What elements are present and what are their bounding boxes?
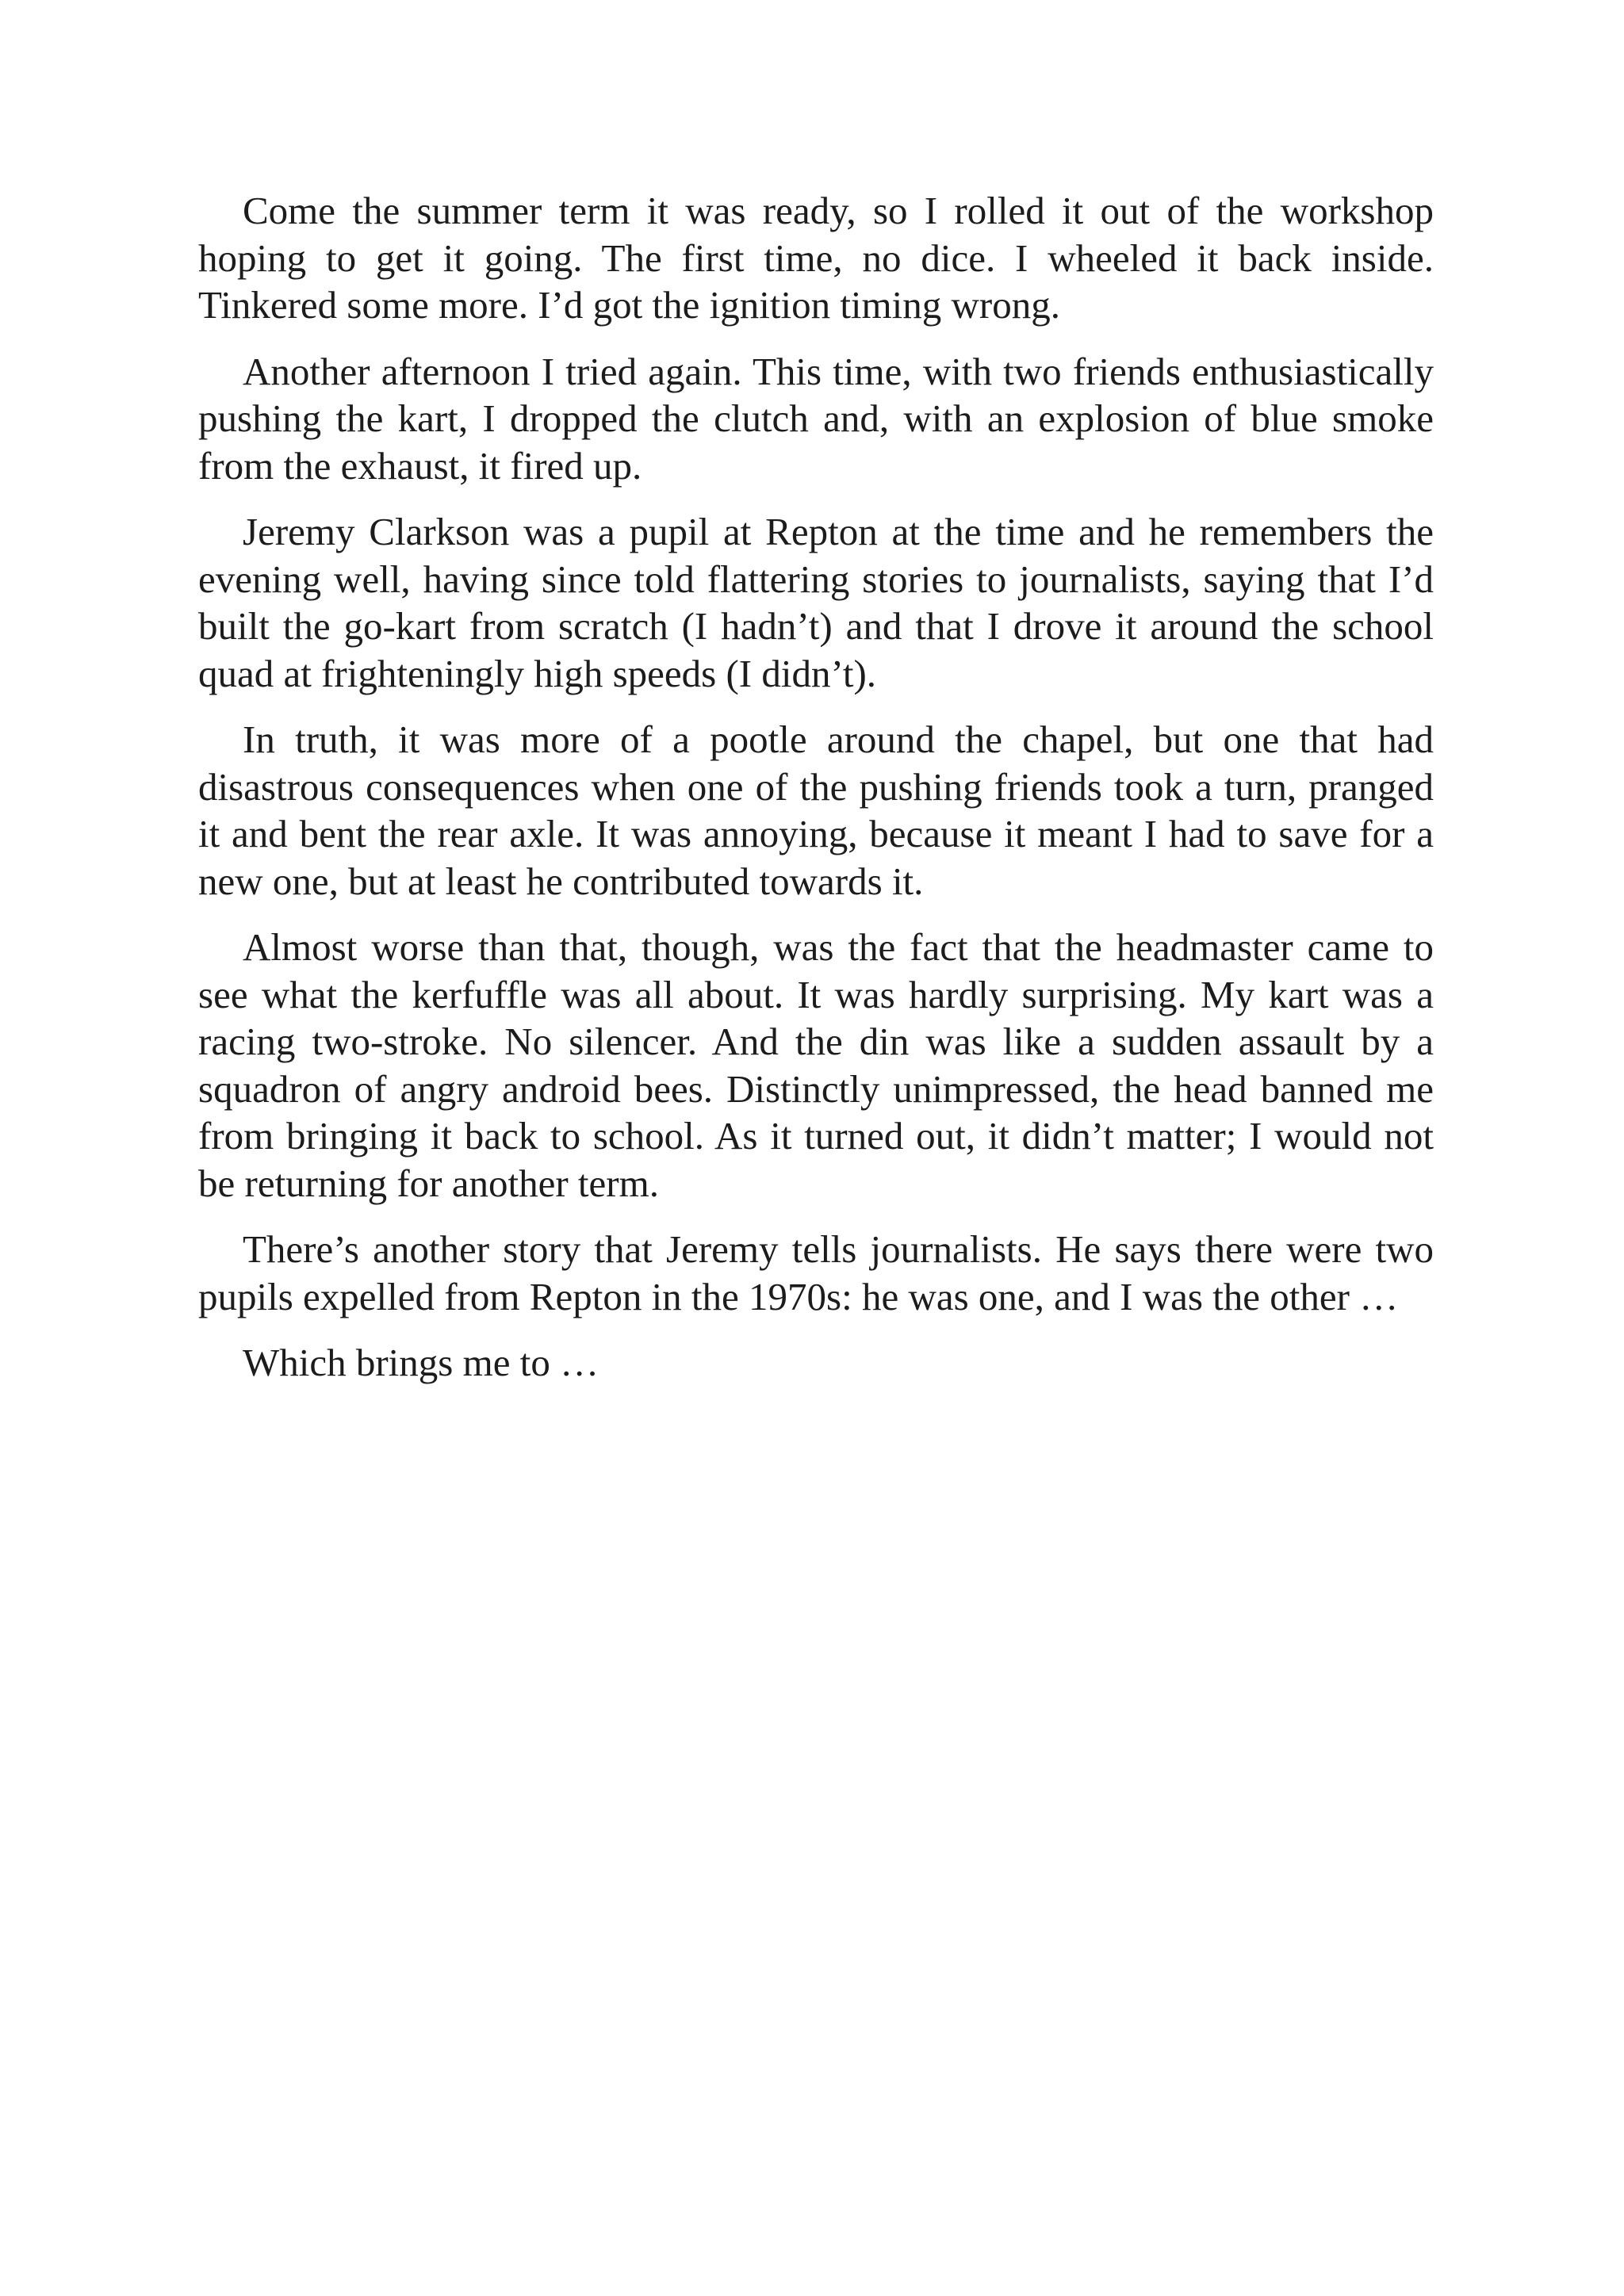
paragraph: Another afternoon I tried again. This time, with two friends enthusiastically pushing the kart, I dropped the clutch and, with an explosion of blue smoke from the exhaust, it fired up. [198, 349, 1434, 488]
paragraph: Almost worse than that, though, was the fact that the headmaster came to see what the kerfuffle was all about. It was hardly surprising. My kart was a racing two-stroke. No silencer. And the din was like a sudden assault by a squadron of angry android bees. Distinctly unimpressed, the head banned me from bringing it back to school. As it turned out, it didn’t matter; I would not be returning for another term. [198, 925, 1434, 1205]
paragraph: Come the summer term it was ready, so I rolled it out of the workshop hoping to get it going. The first time, no dice. I wheeled it back inside. Tinkered some more. I’d got the ignition timing wrong. [198, 189, 1434, 327]
paragraph: In truth, it was more of a pootle around the chapel, but one that had disastrous consequences when one of the pushing friends took a turn, pranged it and bent the rear axle. It was annoying, because it meant I had to save for a new one, but at least he contributed towards it. [198, 718, 1434, 903]
paragraph: Jeremy Clarkson was a pupil at Repton at the time and he remembers the evening well, having since told flattering stories to journalists, saying that I’d built the go-kart from scratch (I hadn’t) and that I drove it around the school quad at frighteningly high speeds (I didn’t). [198, 510, 1434, 695]
paragraph: There’s another story that Jeremy tells journalists. He says there were two pupils expelled from Repton in the 1970s: he was one, and I was the other … [198, 1227, 1434, 1318]
page-body [198, 187, 1434, 1406]
paragraph: Which brings me to … [243, 1341, 599, 1384]
